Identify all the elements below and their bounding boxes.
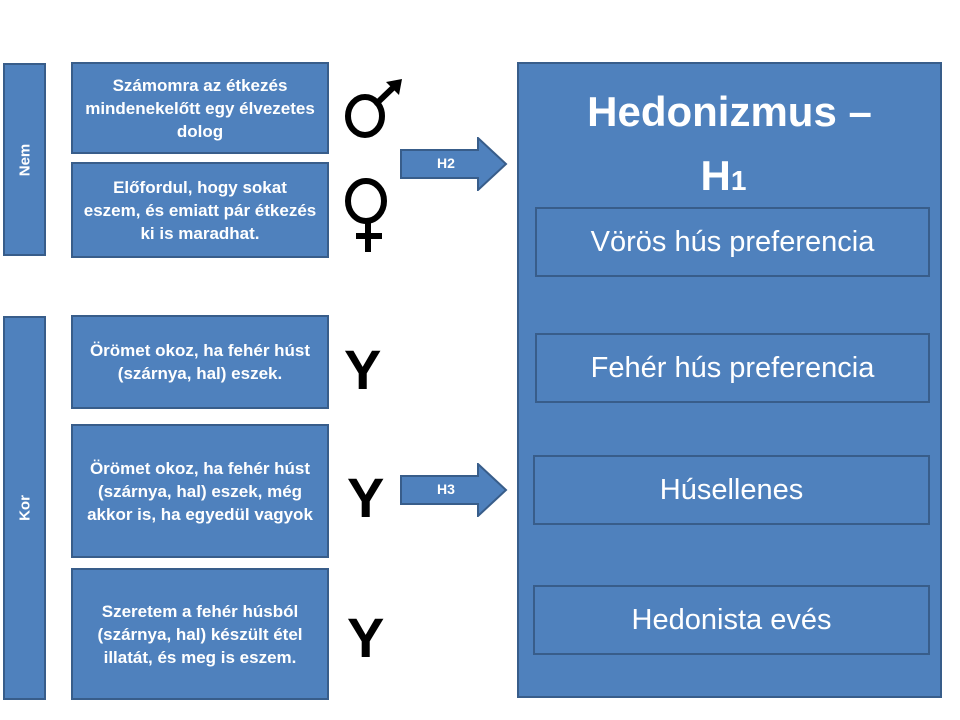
male-symbol-icon	[340, 76, 410, 142]
group-nem	[3, 63, 46, 256]
question-box-5	[71, 568, 329, 700]
hedonism-panel	[517, 62, 942, 698]
hedonism-subtitle	[507, 152, 940, 200]
hedonism-subtitle-letter: H	[700, 152, 731, 199]
hedonism-item-label: Fehér hús preferencia	[590, 351, 875, 384]
question-box-4	[71, 424, 329, 558]
hedonism-item-2	[535, 333, 930, 403]
female-symbol-icon	[340, 176, 400, 256]
y-symbol-2: Y	[347, 466, 385, 529]
arrow-h2-label: H2	[437, 155, 455, 171]
group-kor-label: Kor	[16, 495, 33, 521]
hedonism-item-label: Vörös hús preferencia	[590, 225, 875, 258]
arrow-h3-label: H3	[437, 481, 455, 497]
hedonism-title: Hedonizmus –	[587, 88, 872, 135]
hedonism-item-4	[533, 585, 930, 655]
question-box-2	[71, 162, 329, 258]
hedonism-item-1	[535, 207, 930, 277]
hedonism-subtitle-index: 1	[730, 165, 747, 196]
y-symbol-1: Y	[344, 338, 382, 401]
question-text: Számomra az étkezés mindenekelőtt egy élvezetes dolog	[85, 75, 315, 141]
question-box-3	[71, 315, 329, 409]
question-text: Örömet okoz, ha fehér húst (szárnya, hal) eszek, még akkor is, ha egyedül vagyok	[87, 458, 313, 524]
hedonism-item-3	[533, 455, 930, 525]
y-symbol-3: Y	[347, 606, 385, 669]
hedonism-item-label: Húsellenes	[659, 473, 804, 506]
hedonism-item-label: Hedonista evés	[631, 603, 832, 636]
group-nem-label: Nem	[16, 143, 33, 176]
group-kor	[3, 316, 46, 700]
question-text: Előfordul, hogy sokat eszem, és emiatt pár étkezés ki is maradhat.	[83, 177, 317, 243]
question-text: Örömet okoz, ha fehér húst (szárnya, hal) eszek.	[89, 341, 311, 383]
question-box-1	[71, 62, 329, 154]
question-text: Szeretem a fehér húsból (szárnya, hal) készült étel illatát, és meg is eszem.	[97, 601, 303, 667]
